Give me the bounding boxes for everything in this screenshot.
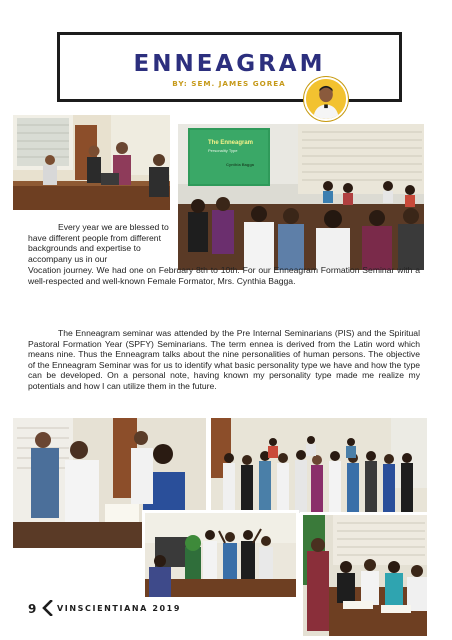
photo-workshop [300,512,427,636]
photo-celebration [142,510,299,600]
paragraph-seminar: The Enneagram seminar was attended by the Pre Internal Seminarians (PIS) and the Spiritual Pastoral Formation Year (SPFY) Seminarians. The term ennea is derived from the Latin word which means nine. Thus the Enneagram talks about the nine personalities of human persons. The objective of the Enneagram Seminar was for us to identify what basic personality type we have and how the type can be developed. On a personal note, having known my personality type made me realize my potentials and how I can utilize them in the future. [28,328,420,391]
title-box [57,32,402,102]
slide-title: The Enneagram [208,140,254,146]
photo-group [211,418,427,513]
publication-name: VINSCIENTIANA 2019 [57,604,181,613]
photo-seminar-room [178,124,424,270]
slide-subtitle: Personality Type [208,148,238,153]
chevron-left-icon [41,600,53,616]
author-portrait [306,79,346,119]
slide-presenter: Cynthia Bagga [226,162,255,167]
paragraph-intro: Vocation journey. We had one on February 8th to 10th. For our Enneagram Formation Seminar with a well-respected and well-known Female Formator, Mrs. Cynthia Bagga. [28,265,420,286]
author-avatar [304,77,348,121]
page-number: 9 [28,602,37,616]
photo-presenters [13,115,170,210]
article-title: ENNEAGRAM [133,51,326,77]
paragraph-intro-wrapped: Every year we are blessed to have different people from different backgrounds and expertise to accompany us in our [28,222,169,264]
article-byline: BY: SEM. JAMES GOREA [172,79,286,88]
